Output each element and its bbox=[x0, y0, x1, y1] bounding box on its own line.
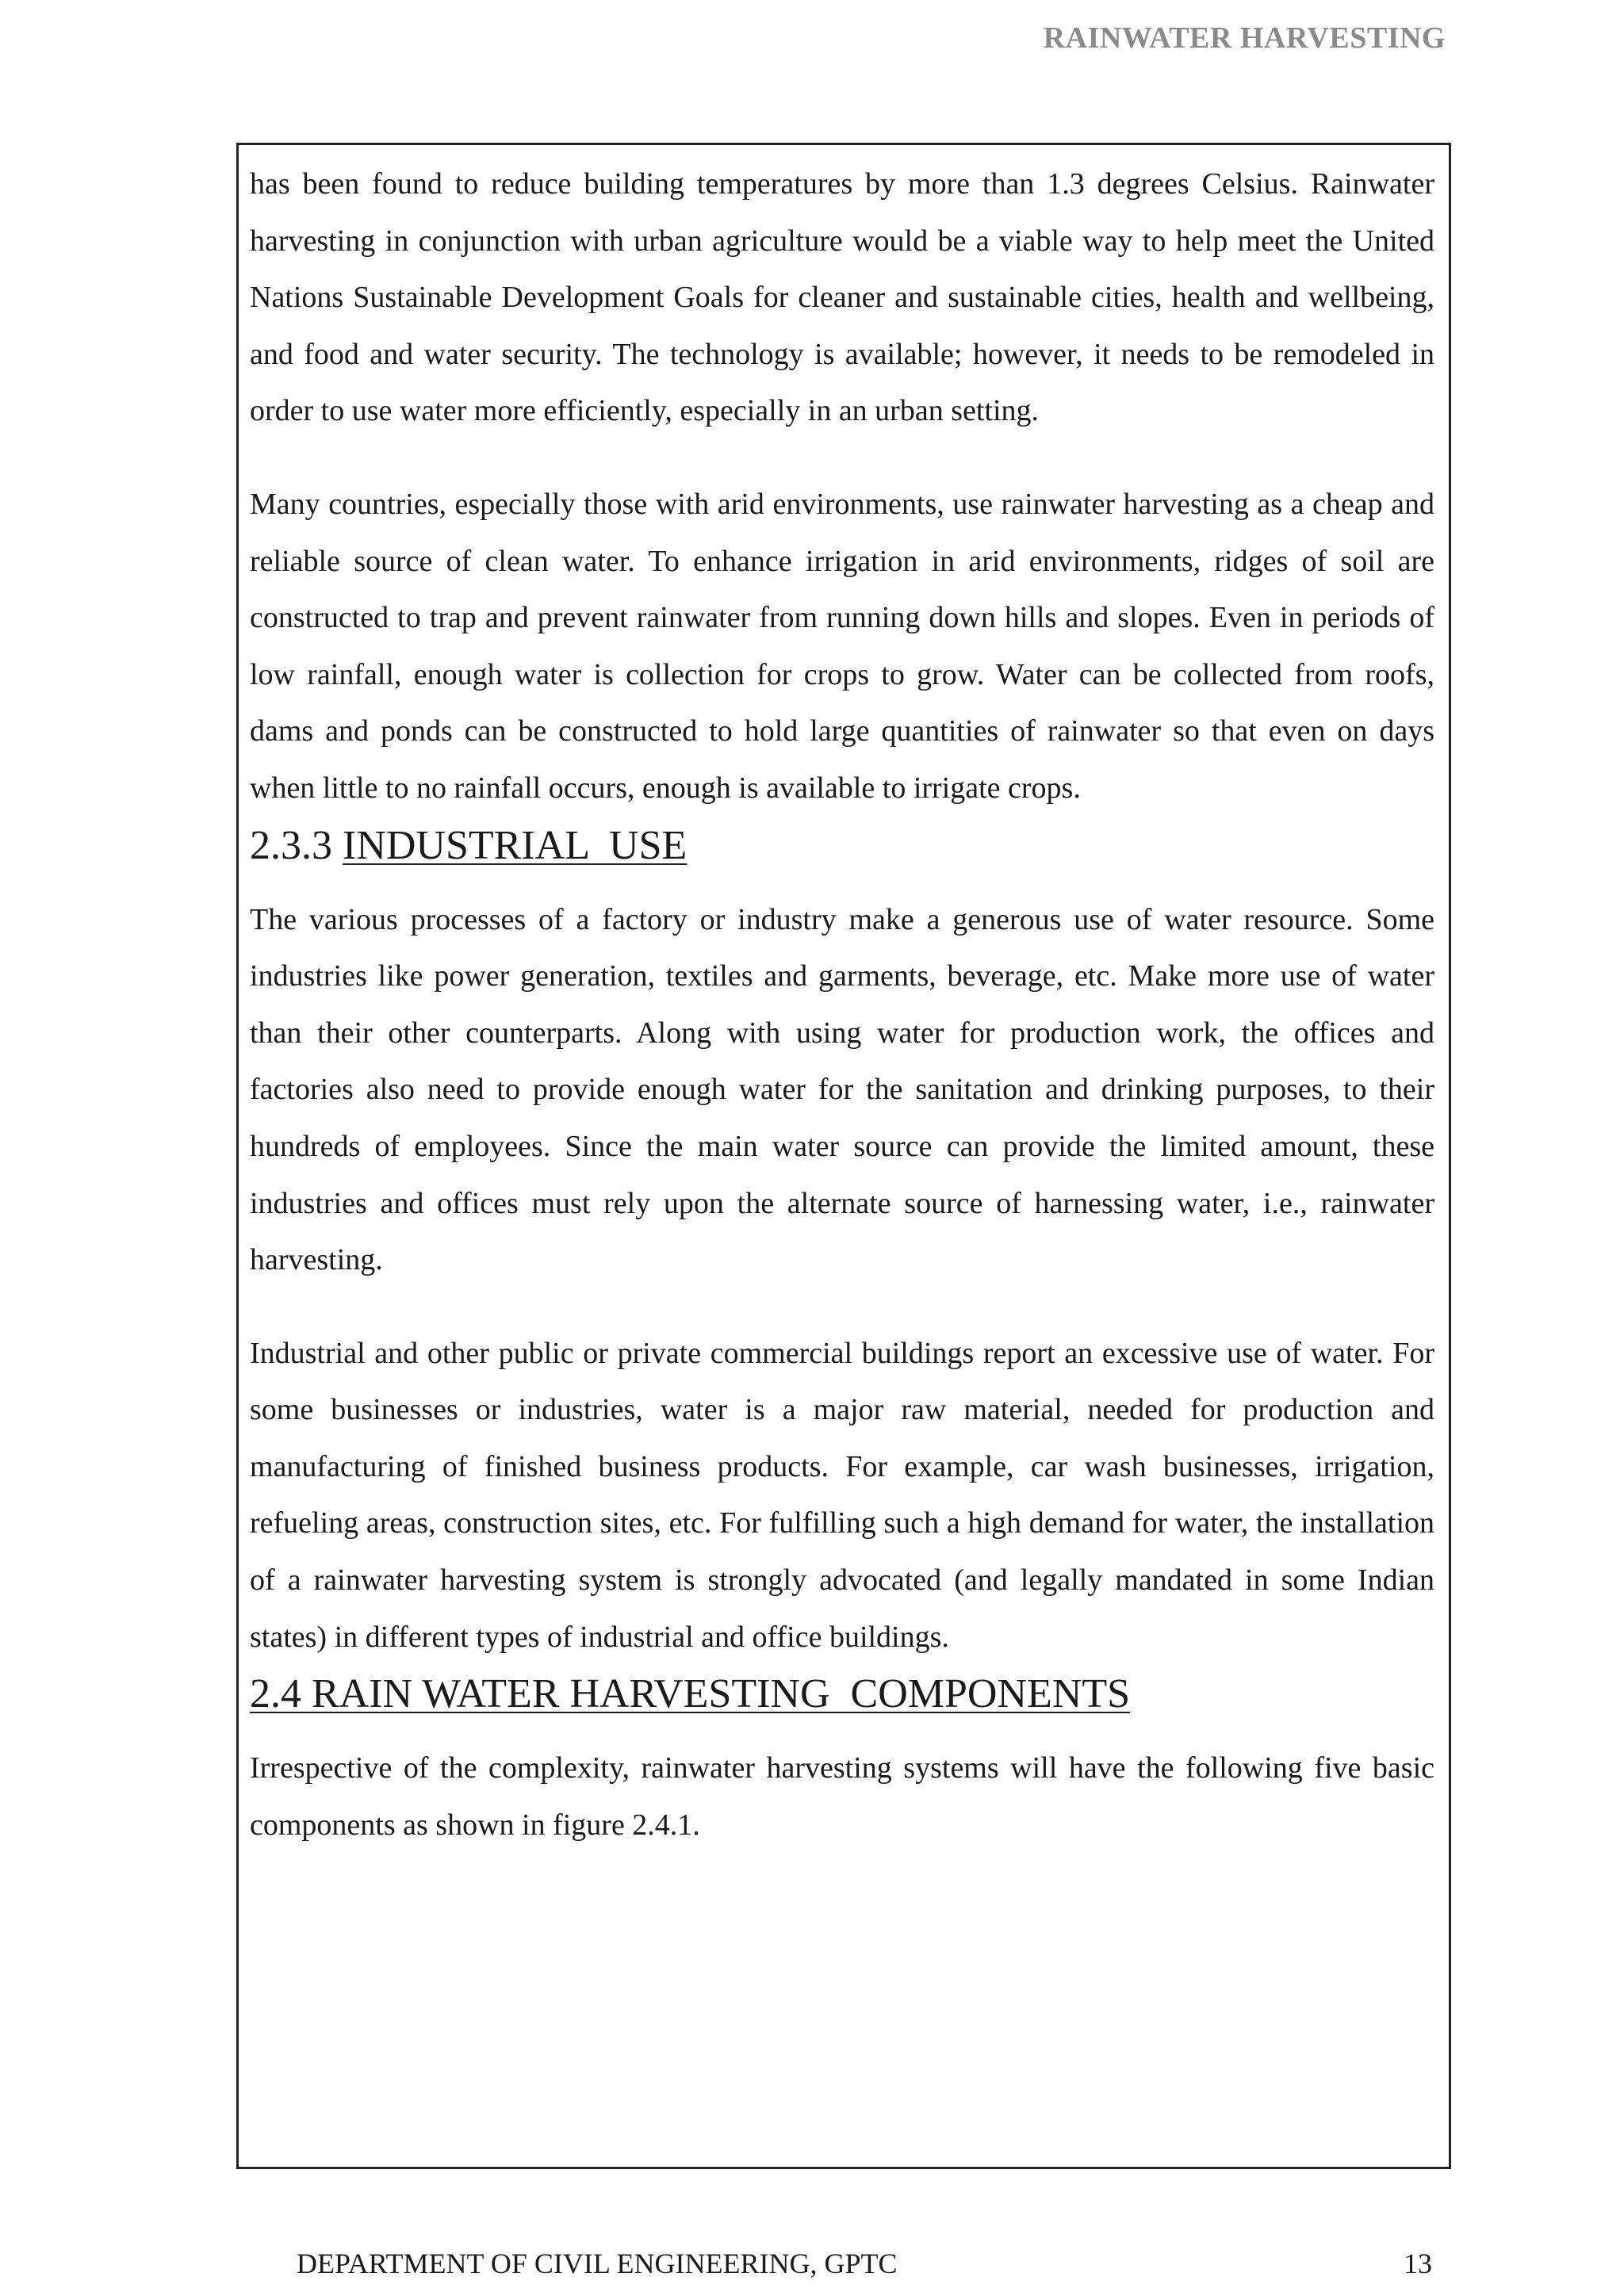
section-title: INDUSTRIAL USE bbox=[343, 822, 688, 868]
section-heading-components bbox=[250, 1666, 1434, 1723]
section-title: 2.4 RAIN WATER HARVESTING COMPONENTS bbox=[250, 1671, 1131, 1717]
section-number: 2.3.3 bbox=[250, 822, 332, 868]
content-box bbox=[236, 143, 1451, 2169]
section-heading-industrial-use bbox=[250, 817, 1434, 874]
paragraph-urban-agriculture: has been found to reduce building temperatures by more than 1.3 degrees Celsius. Rainwater harvesting in conjunction with urban agriculture would be a viable way to help meet the United Nations Sustainable Development Goals for cleaner and sustainable cities, health and wellbeing, and food and water security. The technology is available; however, it needs to be remodeled in order to use water more efficiently, especially in an urban setting. bbox=[250, 167, 1434, 428]
paragraph-commercial-buildings: Industrial and other public or private commercial buildings report an excessive use of water. For some businesses or industries, water is a major raw material, needed for production and manufacturing of finished business products. For example, car wash businesses, irrigation, refueling areas, construction sites, etc. For fulfilling such a high demand for water, the installation of a rainwater harvesting system is strongly advocated (and legally mandated in some Indian states) in different types of industrial and office buildings. bbox=[250, 1336, 1434, 1654]
running-header: RAINWATER HARVESTING bbox=[1043, 21, 1446, 55]
footer-department: DEPARTMENT OF CIVIL ENGINEERING, GPTC bbox=[297, 2248, 898, 2279]
page-number: 13 bbox=[1404, 2248, 1432, 2279]
paragraph-industrial-processes: The various processes of a factory or industry make a generous use of water resource. Some industries like power generation, textiles and garments, beverage, etc. Make more use of water than their other counterparts. Along with using water for production work, the offices and factories also need to provide enough water for the sanitation and drinking purposes, to their hundreds of employees. Since the main water source can provide the limited amount, these industries and offices must rely upon the alternate source of harnessing water, i.e., rainwater harvesting. bbox=[250, 902, 1434, 1277]
paragraph-arid-irrigation: Many countries, especially those with arid environments, use rainwater harvesting as a cheap and reliable source of clean water. To enhance irrigation in arid environments, ridges of soil are constructed to trap and prevent rainwater from running down hills and slopes. Even in periods of low rainfall, enough water is collection for crops to grow. Water can be collected from roofs, dams and ponds can be constructed to hold large quantities of rainwater so that even on days when little to no rainfall occurs, enough is available to irrigate crops. bbox=[250, 487, 1434, 805]
paragraph-five-components: Irrespective of the complexity, rainwater harvesting systems will have the following five basic components as shown in figure 2.4.1. bbox=[250, 1751, 1434, 1842]
